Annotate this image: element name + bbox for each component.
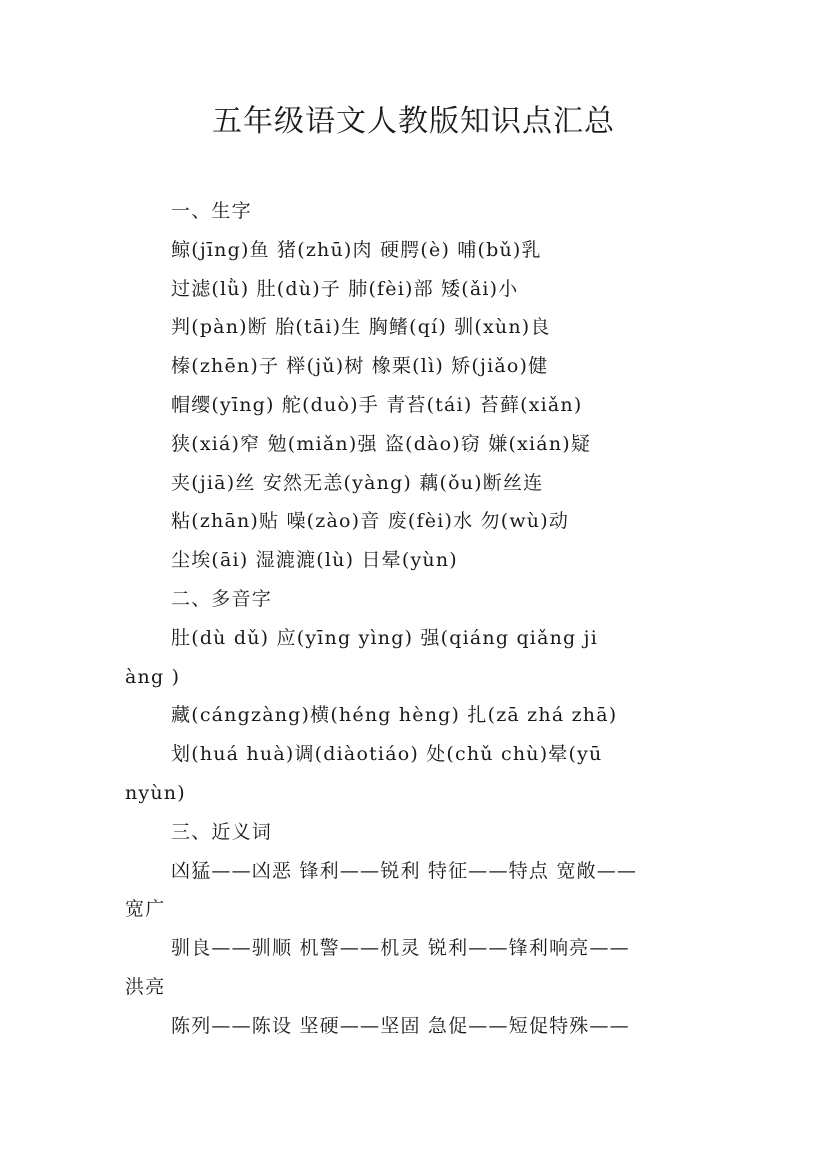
document-title: 五年级语文人教版知识点汇总 <box>212 104 615 139</box>
text-line: 粘(zhān)贴 噪(zào)音 废(fèi)水 勿(wù)动 <box>171 510 570 533</box>
text-line: 驯良——驯顺 机警——机灵 锐利——锋利响亮—— <box>171 937 630 960</box>
text-line: 尘埃(āi) 湿漉漉(lù) 日晕(yùn) <box>171 549 458 572</box>
text-line: 一、生字 <box>171 200 252 222</box>
text-line: 鲸(jīng)鱼 猪(zhū)肉 硬腭(è) 哺(bǔ)乳 <box>171 238 542 261</box>
document-body <box>125 192 705 1046</box>
text-line: 划(huá huà)调(diàotiáo) 处(chǔ chù)晕(yū <box>171 743 603 766</box>
text-line: 三、近义词 <box>171 820 273 843</box>
text-line: 凶猛——凶恶 锋利——锐利 特征——特点 宽敞—— <box>171 859 638 882</box>
text-line: nyùn) <box>125 781 186 804</box>
text-line: àng ) <box>125 665 181 688</box>
text-line: 帽缨(yīng) 舵(duò)手 青苔(tái) 苔藓(xiǎn) <box>171 393 583 416</box>
text-line: 宽广 <box>125 898 166 921</box>
text-line: 夹(jiā)丝 安然无恙(yàng) 藕(ǒu)断丝连 <box>171 471 544 494</box>
text-line: 判(pàn)断 胎(tāi)生 胸鳍(qí) 驯(xùn)良 <box>171 316 551 339</box>
text-line: 二、多音字 <box>171 587 273 610</box>
text-line: 肚(dù dǔ) 应(yīng yìng) 强(qiáng qiǎng ji <box>171 626 599 649</box>
text-line: 榛(zhēn)子 榉(jǔ)树 橡栗(lì) 矫(jiǎo)健 <box>171 355 549 378</box>
text-line: 狭(xiá)窄 勉(miǎn)强 盗(dào)窃 嫌(xián)疑 <box>171 432 592 455</box>
text-line: 陈列——陈设 坚硬——坚固 急促——短促特殊—— <box>171 1014 630 1037</box>
text-line: 藏(cángzàng)横(héng hèng) 扎(zā zhá zhā) <box>171 704 618 727</box>
text-line: 洪亮 <box>125 975 166 998</box>
text-line: 过滤(lǜ) 肚(dù)子 肺(fèi)部 矮(ǎi)小 <box>171 277 519 300</box>
